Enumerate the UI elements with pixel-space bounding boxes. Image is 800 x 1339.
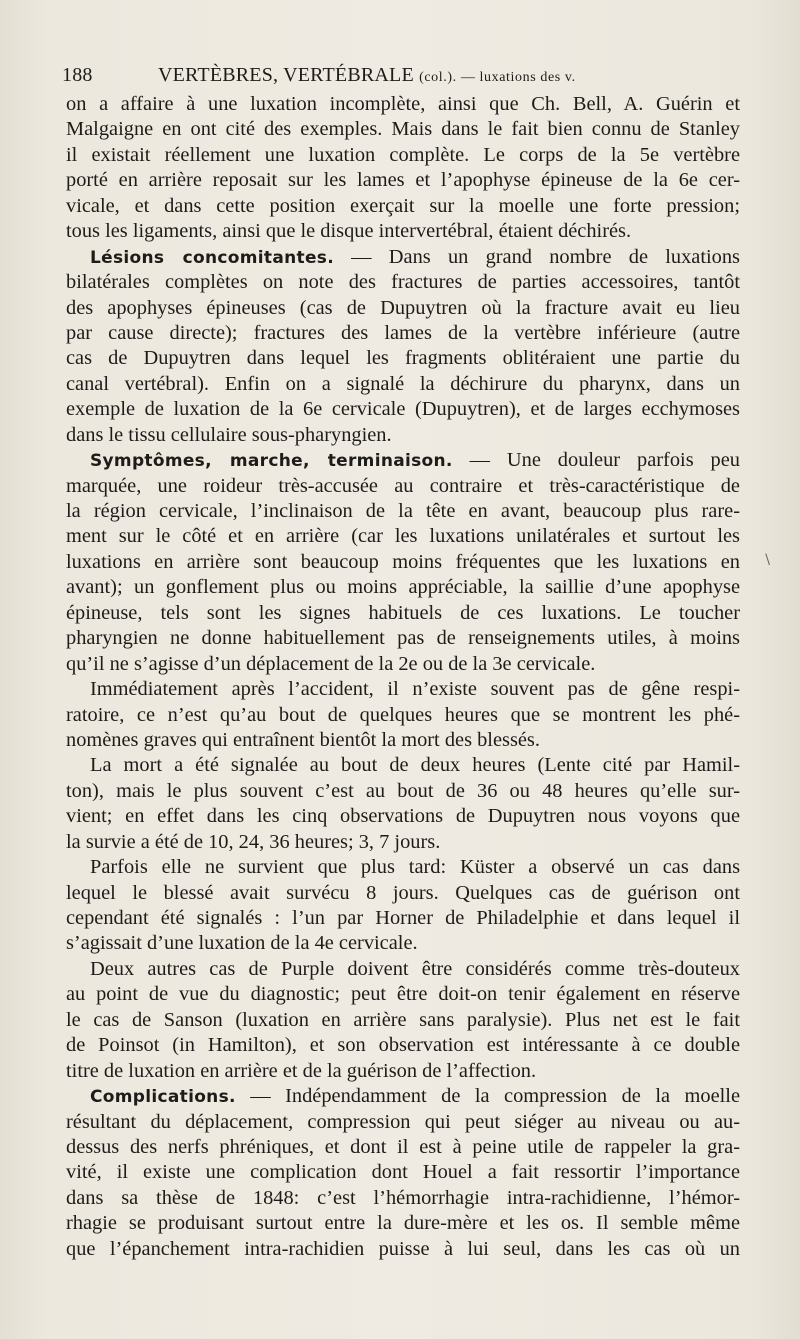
text-line [66, 779, 740, 804]
text-line [66, 1033, 740, 1058]
text-line [66, 499, 740, 524]
line-text: s’agissait d’une luxation de la 4e cervicale. [66, 932, 418, 955]
line-text: des apophyses épineuses (cas de Dupuytren où la fracture avait eu lieu [66, 296, 740, 319]
line-text: résultant du déplacement, compression qui peut siéger au niveau ou au- [66, 1110, 740, 1133]
line-text: dessus des nerfs phréniques, et dont il est à peine utile de rappeler la gra- [66, 1135, 740, 1158]
line-text: — Une douleur parfois peu [452, 449, 740, 472]
line-text: titre de luxation en arrière et de la guérison de l’affection. [66, 1059, 537, 1082]
line-text: la région cervicale, l’inclinaison de la tête en avant, beaucoup plus rare- [66, 500, 740, 522]
line-text: dans sa thèse de 1848: c’est l’hémorrhagie intra-rachidienne, l’hémor- [66, 1186, 740, 1209]
text-line [66, 677, 740, 702]
line-text: cependant été signalés : l’un par Horner de Philadelphie et dans lequel il [66, 907, 740, 929]
line-text: — Dans un grand nombre de luxations [333, 245, 740, 268]
text-line [66, 753, 740, 778]
text-line [66, 117, 740, 142]
margin-mark: \ [765, 552, 770, 568]
text-line [66, 219, 740, 244]
line-text: ton), mais le plus souvent c’est au bout de 36 ou 48 heures qu’elle sur- [66, 779, 740, 802]
line-text: de Poinsot (in Hamilton), et son observation est intéressante à ce double [66, 1034, 740, 1057]
line-text: vient; en effet dans les cinq observations de Dupuytren nous voyons que [66, 805, 740, 828]
line-text: vité, il existe une complication dont Houel a fait ressortir l’importance [66, 1161, 740, 1184]
line-text: nomènes graves qui entraînent bientôt la mort des blessés. [66, 728, 540, 751]
section-heading: Symptômes, marche, terminaison. [90, 451, 453, 472]
text-line [66, 1237, 740, 1262]
text-line [66, 855, 740, 880]
page-number: 188 [62, 64, 93, 86]
line-text: dans le tissu cellulaire sous-pharyngien. [66, 423, 392, 446]
line-text: vicale, et dans cette position exerçait sur la moelle une forte pression; [66, 194, 740, 217]
line-text: Malgaigne en ont cité des exemples. Mais dans le fait bien connu de Stanley [66, 118, 740, 141]
line-text: bilatérales complètes on note des fractures de parties accessoires, tantôt [66, 271, 740, 294]
running-title: VERTÈBRES, VERTÉBRALE [158, 64, 414, 86]
line-text: il existait réellement une luxation complète. Le corps de la 5e vertèbre [66, 143, 740, 166]
line-text: tous les ligaments, ainsi que le disque intervertébral, étaient déchirés. [66, 220, 632, 243]
line-text: luxations en arrière sont beaucoup moins fréquentes que les luxations en [66, 550, 740, 573]
line-text: Deux autres cas de Purple doivent être considérés comme très-douteux [90, 957, 740, 980]
running-subtitle: (col.). — luxations des v. [419, 70, 576, 85]
text-line [66, 92, 740, 117]
line-text: par cause directe); fractures des lames de la vertèbre inférieure (autre [66, 321, 740, 344]
section-heading-line [66, 1084, 740, 1109]
line-text: porté en arrière reposait sur les lames et l’apophyse épineuse de la 6e cer- [66, 169, 740, 192]
line-text: La mort a été signalée au bout de deux heures (Lente cité par Hamil- [90, 754, 740, 777]
text-line [66, 982, 740, 1007]
text-line [66, 1211, 740, 1236]
text-line [66, 906, 740, 931]
text-line [66, 524, 740, 549]
line-text: Immédiatement après l’accident, il n’existe souvent pas de gêne respi- [90, 678, 740, 701]
line-text: Parfois elle ne survient que plus tard: Küster a observé un cas dans [90, 856, 740, 879]
text-line [66, 1160, 740, 1185]
text-line [66, 474, 740, 499]
text-line [66, 550, 740, 575]
text-line [66, 397, 740, 422]
line-text: marquée, une roideur très-accusée au contraire et très-caractéristique de [66, 474, 740, 497]
text-line [66, 881, 740, 906]
text-line [66, 423, 740, 448]
text-line [66, 1135, 740, 1160]
line-text: lequel le blessé avait survécu 8 jours. Quelques cas de guérison ont [66, 881, 740, 904]
text-line [66, 296, 740, 321]
section-heading-line [66, 245, 740, 270]
line-text: exemple de luxation de la 6e cervicale (Dupuytren), et de larges ecchymoses [66, 398, 740, 421]
line-text: on a affaire à une luxation incomplète, ainsi que Ch. Bell, A. Guérin et [66, 93, 740, 115]
line-text: la survie a été de 10, 24, 36 heures; 3, 7 jours. [66, 830, 441, 853]
line-text: avant); un gonflement plus ou moins appréciable, la saillie d’une apophyse [66, 576, 740, 599]
text-line [66, 194, 740, 219]
text-line [66, 601, 740, 626]
text-line [66, 168, 740, 193]
line-text: ment sur le côté et en arrière (car les luxations unilatérales et surtout les [66, 525, 740, 548]
text-line [66, 1008, 740, 1033]
text-line [66, 728, 740, 753]
text-line [66, 346, 740, 371]
section-heading: Complications. [90, 1087, 236, 1108]
line-text: ratoire, ce n’est qu’au bout de quelques heures que se montrent les phé- [66, 703, 740, 726]
text-line [66, 1059, 740, 1084]
text-line [66, 703, 740, 728]
text-line [66, 931, 740, 956]
line-text: pharyngien ne donne habituellement pas de renseignements utiles, à moins [66, 627, 740, 650]
text-line [66, 652, 740, 677]
line-text: rhagie se produisant surtout entre la dure-mère et les os. Il semble même [66, 1212, 740, 1235]
line-text: — Indépendamment de la compression de la moelle [235, 1085, 740, 1108]
text-line [66, 830, 740, 855]
line-text: le cas de Sanson (luxation en arrière sans paralysie). Plus net est le fait [66, 1008, 740, 1031]
running-header [62, 58, 742, 92]
text-line [66, 321, 740, 346]
line-text: cas de Dupuytren dans lequel les fragments oblitéraient une partie du [66, 347, 740, 370]
text-line [66, 957, 740, 982]
text-line [66, 575, 740, 600]
text-line [66, 626, 740, 651]
text-line [66, 143, 740, 168]
line-text: qu’il ne s’agisse d’un déplacement de la 2e ou de la 3e cervicale. [66, 652, 596, 675]
line-text: au point de vue du diagnostic; peut être doit-on tenir également en réserve [66, 983, 740, 1006]
text-line [66, 804, 740, 829]
section-heading-line [66, 448, 740, 473]
body-text [66, 92, 740, 1262]
section-heading: Lésions concomitantes. [90, 247, 334, 268]
line-text: canal vertébral). Enfin on a signalé la déchirure du pharynx, dans un [66, 372, 740, 395]
line-text: épineuse, tels sont les signes habituels de ces luxations. Le toucher [66, 601, 740, 624]
text-line [66, 1110, 740, 1135]
text-line [66, 372, 740, 397]
text-line [66, 270, 740, 295]
line-text: que l’épanchement intra-rachidien puisse à lui seul, dans les cas où un [66, 1237, 740, 1260]
text-line [66, 1186, 740, 1211]
